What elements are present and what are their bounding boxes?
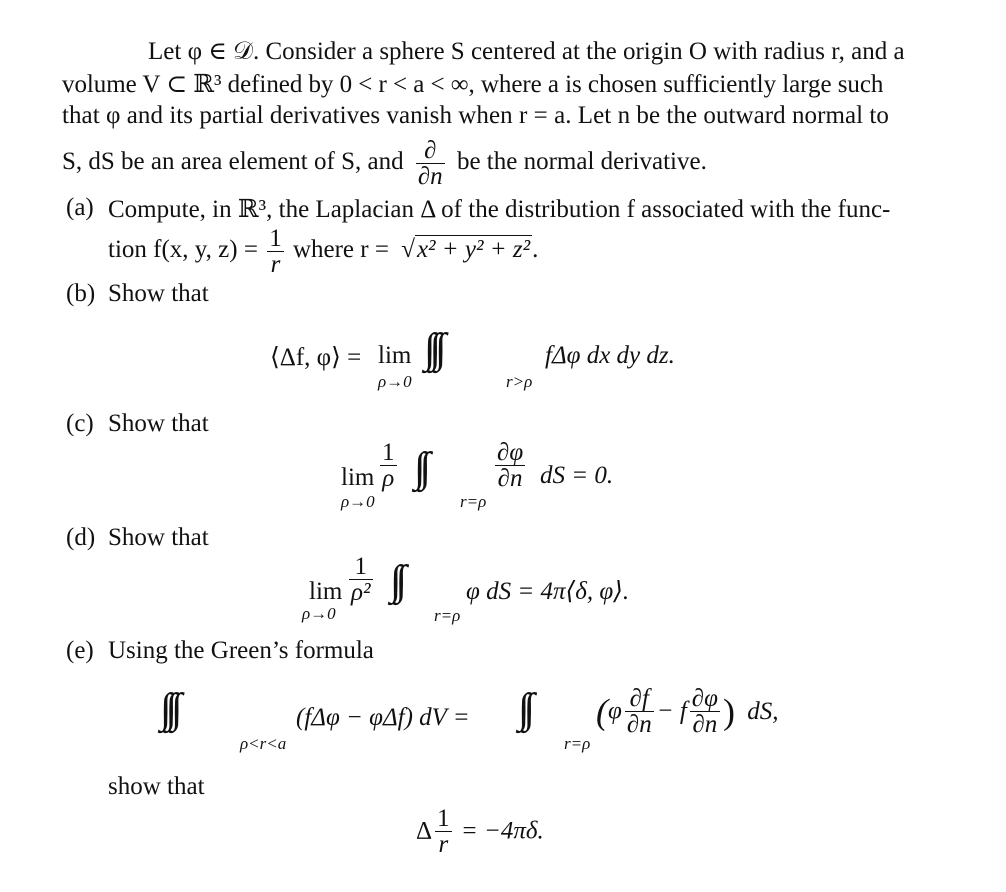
dphi-dn-fraction-e (690, 686, 720, 737)
one-over-rho-fraction (380, 440, 397, 491)
sqrt-content: x² + y² + z² (416, 236, 531, 264)
final-one-over-r-fraction (435, 806, 452, 857)
final-laplacian-symbol: Δ (416, 817, 433, 845)
part-d-integral-subscript: r=ρ (434, 606, 461, 625)
green-rhs-phi: φ (608, 697, 622, 725)
part-d-lim: lim (309, 578, 343, 605)
dphi-dn-e-denominator: ∂n (690, 711, 720, 737)
green-rhs-subscript: r=ρ (564, 734, 591, 753)
part-c-derivative-wrap (492, 440, 528, 491)
green-rhs-open-paren: ( (596, 691, 608, 732)
green-rhs-minus-f: − f (656, 697, 687, 725)
one-over-rho-denominator: ρ (380, 465, 397, 491)
part-c-rhs: dS = 0. (540, 462, 614, 489)
part-b-triple-integral: ∫∫∫ (424, 326, 441, 372)
part-b-label: (b) (66, 280, 96, 307)
one-over-rho-numerator: 1 (382, 439, 395, 466)
part-b-integrand: fΔφ dx dy dz. (545, 342, 675, 369)
intro-line-4-end: be the normal derivative. (456, 148, 707, 176)
green-rhs-close-paren: ) (722, 691, 735, 732)
dphi-dn-e-numerator: ∂φ (691, 685, 718, 712)
df-dn-fraction (625, 686, 654, 737)
one-over-r-numerator: 1 (269, 225, 282, 252)
part-c-label: (c) (66, 410, 94, 437)
green-lhs-triple-integral: ∫∫∫ (160, 686, 177, 732)
one-over-r-denominator: r (267, 251, 284, 277)
part-a-label: (a) (66, 194, 94, 221)
final-rhs: = −4πδ. (460, 817, 544, 845)
one-over-rho-squared-denominator: ρ² (351, 579, 371, 606)
part-b-integral-subscript: r>ρ (506, 372, 533, 391)
part-d-text: Show that (108, 524, 209, 551)
dphi-dn-fraction (495, 440, 525, 491)
green-lhs-subscript: ρ<r<a (240, 734, 287, 753)
part-a-where-r: where r = (292, 236, 389, 264)
part-a-text-1: Compute, in ℝ³, the Laplacian Δ of the distribution f associated with the func- (108, 196, 891, 223)
intro-line-4 (62, 138, 707, 189)
normal-derivative-denominator: ∂n (417, 163, 443, 190)
one-over-r-fraction (267, 226, 284, 277)
part-c-double-integral: ∫∫ (414, 445, 426, 491)
df-dn-denominator: ∂n (626, 711, 652, 738)
final-one-over-r-denominator: r (435, 831, 452, 857)
green-rhs-expression (596, 686, 778, 737)
part-a-text-2 (108, 226, 538, 277)
intro-line-4-start: S, dS be an area element of S, and (62, 148, 404, 176)
part-d-fraction-wrap (346, 554, 376, 605)
one-over-rho-squared-numerator: 1 (354, 553, 367, 580)
part-a-period: . (532, 236, 539, 264)
one-over-rho-squared-fraction (349, 554, 373, 605)
part-d-rhs: φ dS = 4π⟨δ, φ⟩. (466, 578, 630, 605)
sqrt-sign: √ (401, 236, 415, 264)
part-e-text: Using the Green’s formula (108, 637, 374, 664)
part-d-lim-subscript: ρ→0 (302, 604, 336, 623)
part-c-text: Show that (108, 410, 209, 437)
part-b-lim: lim (378, 342, 412, 369)
part-c-integral-subscript: r=ρ (460, 492, 487, 511)
part-b-lim-subscript: ρ→0 (378, 372, 412, 391)
normal-derivative-fraction (416, 138, 445, 189)
final-result (416, 806, 544, 857)
df-dn-numerator: ∂f (629, 685, 649, 712)
green-rhs-double-integral: ∫∫ (518, 686, 530, 732)
dphi-dn-denominator: ∂n (495, 465, 525, 491)
dphi-dn-numerator: ∂φ (497, 439, 524, 466)
part-c-lim: lim (341, 464, 375, 491)
part-e-label: (e) (66, 637, 94, 664)
intro-line-2: volume V ⊂ ℝ³ defined by 0 < r < a < ∞, where a is chosen sufficiently large such (62, 71, 884, 98)
final-one-over-r-numerator: 1 (437, 805, 450, 832)
part-a-function-lhs: tion f(x, y, z) = (108, 236, 258, 264)
green-rhs-end: dS, (747, 697, 779, 725)
part-c-fraction-wrap (377, 440, 400, 491)
part-d-double-integral: ∫∫ (390, 558, 402, 604)
part-c-lim-subscript: ρ→0 (341, 492, 375, 511)
normal-derivative-numerator: ∂ (424, 137, 437, 164)
part-d-label: (d) (66, 524, 96, 551)
green-lhs-integrand: (fΔφ − φΔf) dV = (296, 704, 470, 731)
part-e-show-that: show that (108, 773, 205, 800)
intro-line-1: Let φ ∈ 𝒟. Consider a sphere S centered at the origin O with radius r, and a (148, 38, 905, 65)
part-b-text: Show that (108, 280, 209, 307)
part-b-lhs: ⟨Δf, φ⟩ = (270, 344, 362, 371)
intro-line-3: that φ and its partial derivatives vanish when r = a. Let n be the outward normal to (62, 102, 889, 129)
